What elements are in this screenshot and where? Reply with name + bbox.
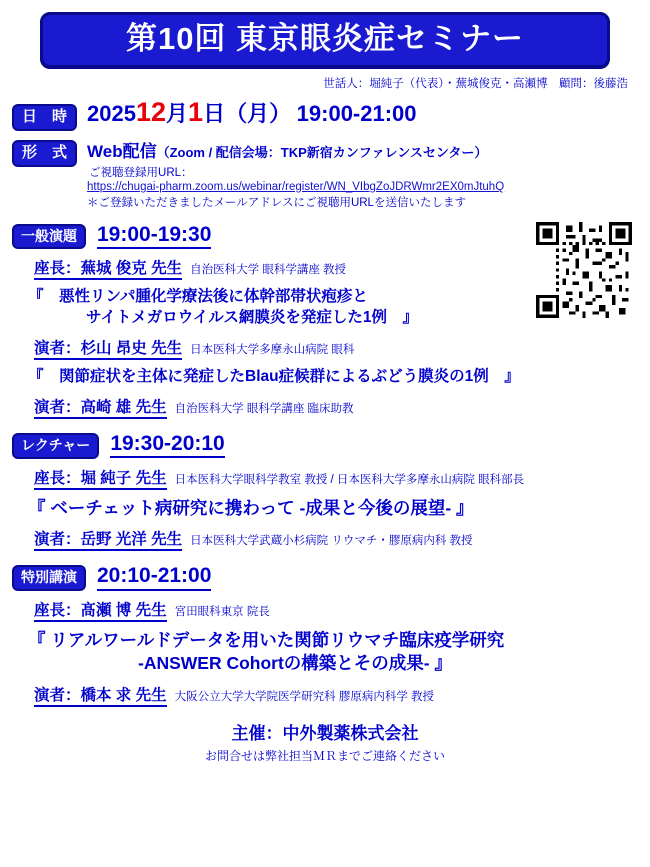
- date-day: 1: [188, 97, 204, 128]
- speaker-name: 演者：高崎 雄 先生: [34, 395, 167, 419]
- talk-title: [28, 629, 638, 676]
- session-block: [12, 433, 638, 551]
- page-title: 第10回 東京眼炎症セミナー: [125, 21, 525, 56]
- title-banner: [40, 12, 610, 68]
- format-sub-text: （Zoom / 配信会場：TKP新宿カンファレンスセンター）: [156, 144, 488, 160]
- format-block: [87, 137, 504, 210]
- speaker-name: 演者：橋本 求 先生: [34, 683, 167, 707]
- date-year: 2025: [87, 101, 136, 127]
- format-label: 形 式: [12, 140, 77, 167]
- date-label: 日 時: [12, 104, 77, 131]
- session-time: 19:00-19:30: [97, 224, 211, 249]
- speaker-affiliation: 自治医科大学 眼科学講座 臨床助教: [174, 403, 354, 416]
- chair-name: 座長：髙瀬 博 先生: [34, 598, 167, 622]
- chair-affiliation: 自治医科大学 眼科学講座 教授: [190, 264, 347, 277]
- date-value: [87, 97, 417, 128]
- speaker-affiliation: 日本医科大学武蔵小杉病院 リウマチ・膠原病内科 教授: [190, 535, 473, 548]
- registration-url-link[interactable]: https://chugai-pharm.zoom.us/webinar/register/WN_VIbgZoJDRWmr2EX0mJtuhQ: [87, 180, 505, 193]
- chair-affiliation: 宮田眼科東京 院長: [174, 605, 270, 618]
- session-time: 19:30-20:10: [110, 433, 224, 458]
- talk-line: 『 関節症状を主体に発症したBlau症候群によるぶどう膜炎の1例 』: [28, 368, 520, 386]
- session-label: 一般演題: [12, 224, 86, 250]
- date-weekday: （月）: [225, 101, 292, 127]
- date-month-unit: 月: [166, 101, 189, 127]
- talk-line: 『 悪性リンパ腫化学療法後に体幹部帯状疱疹と: [28, 288, 368, 306]
- qr-code-icon[interactable]: [536, 222, 632, 318]
- speaker-affiliation: 日本医科大学多摩永山病院 眼科: [190, 344, 355, 357]
- speaker-row: [34, 527, 638, 551]
- talk-title: [28, 367, 638, 388]
- talk-line: -ANSWER Cohortの構築とその成果- 』: [138, 653, 452, 674]
- talk-line: サイトメガロウイルス網膜炎を発症した1例 』: [86, 309, 418, 327]
- session-header: [12, 433, 638, 459]
- speaker-row: [34, 336, 638, 360]
- date-row: [12, 97, 638, 131]
- session-label: 特別講演: [12, 565, 86, 591]
- format-main-text: Web配信: [87, 141, 157, 161]
- organizers-line: 世話人：堀純子（代表）・蕪城俊克・高瀬博 顧問：後藤浩: [323, 78, 628, 91]
- talk-line: 『 リアルワールドデータを用いた関節リウマチ臨床疫学研究: [28, 629, 505, 650]
- talk-title: [28, 497, 638, 521]
- session-header: [12, 565, 638, 591]
- chair-name: 座長：蕪城 俊克 先生: [34, 256, 182, 280]
- chair-row: [34, 466, 638, 490]
- chair-name: 座長：堀 純子 先生: [34, 466, 167, 490]
- session-block: [12, 565, 638, 707]
- footer: [12, 719, 638, 764]
- speaker-affiliation: 大阪公立大学大学院医学研究科 膠原病内科学 教授: [174, 690, 435, 703]
- date-time: 19:00-21:00: [296, 101, 417, 127]
- speaker-row: [34, 395, 638, 419]
- date-month: 12: [135, 97, 167, 128]
- format-note-2: ＊ご登録いただきましたメールアドレスにご視聴用URLを送信いたします: [87, 196, 466, 209]
- format-note-1: ご視聴登録用URL：: [89, 166, 193, 179]
- session-time: 20:10-21:00: [97, 565, 211, 590]
- speaker-name: 演者：杉山 昂史 先生: [34, 336, 182, 360]
- talk-line: 『 ベーチェット病研究に携わって -成果と今後の展望- 』: [28, 497, 474, 518]
- date-day-unit: 日: [203, 101, 226, 127]
- chair-row: [34, 598, 638, 622]
- chair-affiliation: 日本医科大学眼科学教室 教授 / 日本医科大学多摩永山病院 眼科部長: [174, 473, 525, 486]
- speaker-name: 演者：岳野 光洋 先生: [34, 527, 182, 551]
- session-label: レクチャー: [12, 433, 99, 459]
- speaker-row: [34, 683, 638, 707]
- format-row: [12, 137, 638, 210]
- contact-line: お問合せは弊社担当ＭＲまでご連絡ください: [204, 748, 445, 763]
- host-line: 主催：中外製薬株式会社: [231, 723, 419, 743]
- format-main: [87, 142, 487, 161]
